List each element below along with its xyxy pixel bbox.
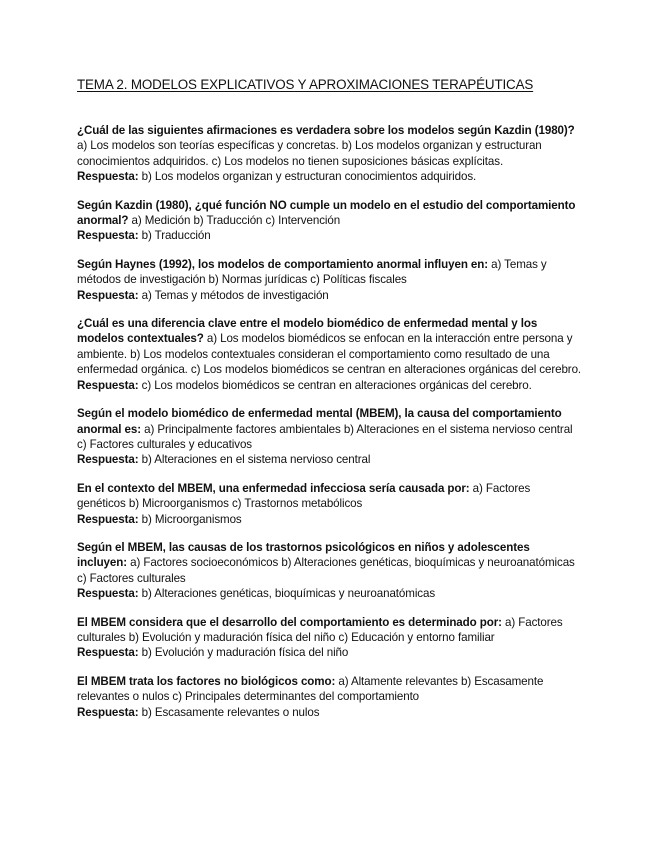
answer-label: Respuesta: [77, 646, 139, 660]
answer-text: b) Microorganismos [138, 512, 242, 526]
question-item [77, 257, 582, 303]
question-text: El MBEM trata los factores no biológicos como: [77, 674, 336, 688]
question-options: a) Factores culturales b) Evolución y maduración física del niño c) Educación y entorno familiar [77, 615, 563, 644]
document-title: TEMA 2. MODELOS EXPLICATIVOS Y APROXIMACIONES TERAPÉUTICAS [77, 77, 534, 92]
question-text: ¿Cuál es una diferencia clave entre el modelo biomédico de enfermedad mental y los modelos contextuales? [77, 317, 538, 346]
answer-paragraph [77, 169, 582, 184]
answer-paragraph [77, 452, 582, 467]
answer-text: b) Alteraciones genéticas, bioquímicas y neuroanatómicas [138, 587, 436, 601]
question-text: Según Haynes (1992), los modelos de comportamiento anormal influyen en: [77, 257, 489, 271]
question-item [77, 316, 582, 393]
question-options: a) Factores genéticos b) Microorganismos c) Trastornos metabólicos [77, 481, 531, 511]
question-paragraph [77, 481, 582, 512]
question-text: Según el MBEM, las causas de los trastornos psicológicos en niños y adolescentes incluyen: [77, 540, 530, 570]
answer-label: Respuesta: [77, 229, 139, 243]
answer-text: b) Los modelos organizan y estructuran conocimientos adquiridos. [138, 170, 477, 184]
question-paragraph [77, 198, 582, 229]
question-text: Según Kazdin (1980), ¿qué función NO cumple un modelo en el estudio del comportamiento anormal? [77, 198, 576, 228]
answer-label: Respuesta: [77, 512, 139, 526]
question-options: a) Factores socioeconómicos b) Alteraciones genéticas, bioquímicas y neuroanatómicas c) Factores culturales [77, 556, 575, 585]
question-options: a) Altamente relevantes b) Escasamente relevantes o nulos c) Principales determinantes del comportamiento [77, 674, 544, 704]
answer-text: c) Los modelos biomédicos se centran en alteraciones orgánicas del cerebro. [138, 378, 532, 392]
question-options: a) Temas y métodos de investigación b) Normas jurídicas c) Políticas fiscales [77, 257, 547, 287]
answer-paragraph [77, 645, 582, 660]
question-item [77, 123, 582, 185]
question-text: El MBEM considera que el desarrollo del comportamiento es determinado por: [77, 615, 502, 629]
question-paragraph [77, 615, 582, 646]
answer-text: b) Evolución y maduración física del niño [138, 646, 349, 660]
question-text: Según el modelo biomédico de enfermedad mental (MBEM), la causa del comportamiento anormal es: [77, 407, 562, 436]
question-list [77, 123, 582, 733]
answer-label: Respuesta: [77, 453, 139, 467]
answer-label: Respuesta: [77, 705, 139, 719]
answer-text: b) Traducción [138, 229, 211, 243]
answer-label: Respuesta: [77, 378, 139, 392]
answer-paragraph [77, 705, 582, 720]
question-options: a) Los modelos son teorías específicas y concretas. b) Los modelos organizan y estructuran conocimientos adquiridos. c) Los modelos no tienen suposiciones básicas explícitas. [77, 139, 542, 168]
question-paragraph [77, 316, 582, 378]
answer-text: b) Alteraciones en el sistema nervioso central [138, 453, 371, 467]
question-paragraph [77, 123, 582, 169]
question-options: a) Principalmente factores ambientales b) Alteraciones en el sistema nervioso central c) Factores culturales y educativos [77, 422, 573, 451]
question-paragraph [77, 540, 582, 586]
answer-paragraph [77, 288, 582, 303]
answer-label: Respuesta: [77, 587, 139, 601]
question-item [77, 406, 582, 468]
question-item [77, 540, 582, 602]
question-item [77, 615, 582, 661]
answer-paragraph [77, 228, 582, 243]
answer-text: b) Escasamente relevantes o nulos [138, 705, 320, 719]
question-paragraph [77, 674, 582, 705]
answer-text: a) Temas y métodos de investigación [138, 288, 329, 302]
answer-label: Respuesta: [77, 288, 139, 302]
question-item [77, 481, 582, 527]
question-options: a) Medición b) Traducción c) Intervención [128, 214, 341, 228]
answer-label: Respuesta: [77, 170, 139, 184]
answer-paragraph [77, 512, 582, 527]
question-item [77, 674, 582, 720]
question-item [77, 198, 582, 244]
question-options: a) Los modelos biomédicos se enfocan en la interacción entre persona y ambiente. b) Los modelos contextuales consideran el comportamiento como resultado de una enfermedad orgánica. c) Los modelos biomédicos se centran en alteraciones orgánicas del cerebro. [77, 332, 582, 377]
question-paragraph [77, 406, 582, 452]
question-paragraph [77, 257, 582, 288]
question-text: En el contexto del MBEM, una enfermedad infecciosa sería causada por: [77, 481, 470, 495]
question-text: ¿Cuál de las siguientes afirmaciones es verdadera sobre los modelos según Kazdin (1980)? [77, 124, 575, 137]
answer-paragraph [77, 586, 582, 601]
answer-paragraph [77, 378, 582, 393]
